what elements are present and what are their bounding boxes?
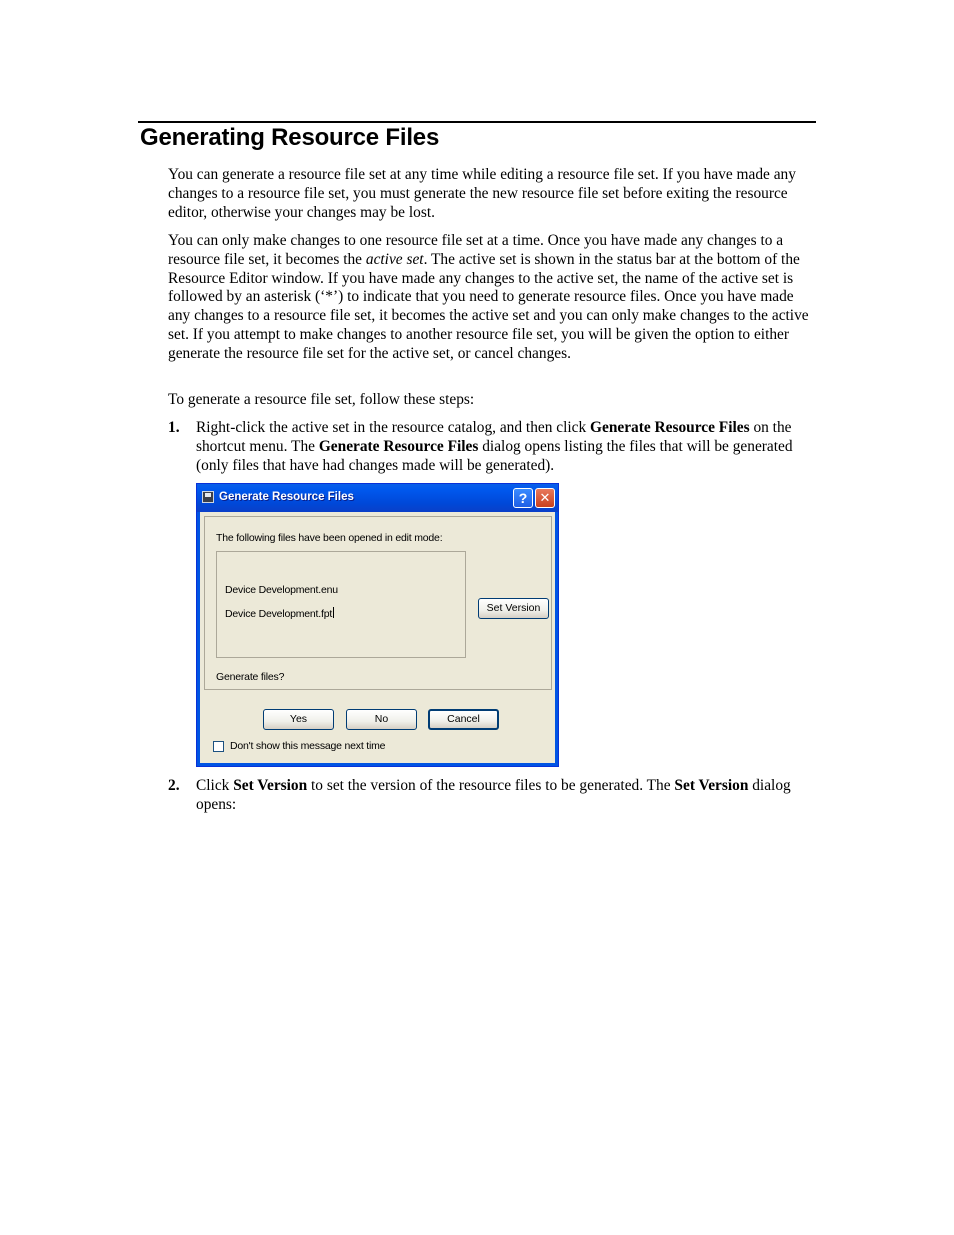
step-2 bbox=[168, 777, 816, 815]
dialog-titlebar[interactable] bbox=[197, 484, 558, 512]
cancel-button[interactable]: Cancel bbox=[428, 709, 499, 730]
files-intro-label: The following files have been opened in edit mode: bbox=[216, 532, 443, 544]
generate-prompt-label: Generate files? bbox=[216, 671, 285, 683]
dialog-title: Generate Resource Files bbox=[219, 491, 354, 503]
set-version-button[interactable]: Set Version bbox=[478, 598, 549, 619]
dont-show-checkbox-label[interactable]: Don't show this message next time bbox=[230, 740, 386, 752]
dialog-body bbox=[200, 512, 555, 763]
yes-button[interactable]: Yes bbox=[263, 709, 334, 730]
step-number: 1. bbox=[168, 419, 180, 436]
paragraph-steps-intro: To generate a resource file set, follow these steps: bbox=[168, 391, 475, 408]
dont-show-checkbox[interactable] bbox=[213, 741, 224, 752]
step-text: Right-click the active set in the resource catalog, and then click Generate Resource Files on the shortcut menu. The Generate Resource Files dialog opens listing the files that will be generated (only files that have had changes made will be generated). bbox=[196, 419, 793, 474]
text-caret bbox=[333, 607, 334, 618]
list-item[interactable]: Device Development.fpt bbox=[225, 608, 333, 620]
step-text: Click Set Version to set the version of the resource files to be generated. The Set Version dialog opens: bbox=[196, 777, 791, 813]
step-number: 2. bbox=[168, 777, 180, 794]
active-set-term: active set bbox=[365, 250, 424, 268]
page-heading: Generating Resource Files bbox=[140, 124, 440, 151]
floppy-disk-icon bbox=[202, 491, 214, 503]
help-button[interactable]: ? bbox=[513, 488, 533, 508]
paragraph-intro: You can generate a resource file set at any time while editing a resource file set. If you have made any changes to a resource file set, you must generate the new resource file set before exiting the resource editor, otherwise your changes may be lost. bbox=[168, 166, 796, 221]
no-button[interactable]: No bbox=[346, 709, 417, 730]
heading-rule bbox=[138, 121, 816, 123]
files-group bbox=[204, 516, 552, 690]
list-item[interactable]: Device Development.enu bbox=[225, 584, 338, 596]
generate-resource-files-dialog bbox=[196, 483, 559, 767]
close-button[interactable]: ✕ bbox=[535, 488, 555, 508]
paragraph-active-set: You can only make changes to one resource file set at a time. Once you have made any changes to a resource file set, it becomes the active set. The active set is shown in the status bar at the bottom of the Resource Editor window. If you have made any changes to the active set, the name of the active set is followed by an asterisk (‘*’) to indicate that you need to generate resource files. Once you have made any changes to a resource file set, it becomes the active set and you can only make changes to the active set. If you attempt to make changes to another resource file set, you will be given the option to either generate the resource file set for the active set, or cancel changes. bbox=[168, 232, 809, 362]
files-list[interactable] bbox=[216, 551, 466, 658]
step-1 bbox=[168, 419, 816, 475]
